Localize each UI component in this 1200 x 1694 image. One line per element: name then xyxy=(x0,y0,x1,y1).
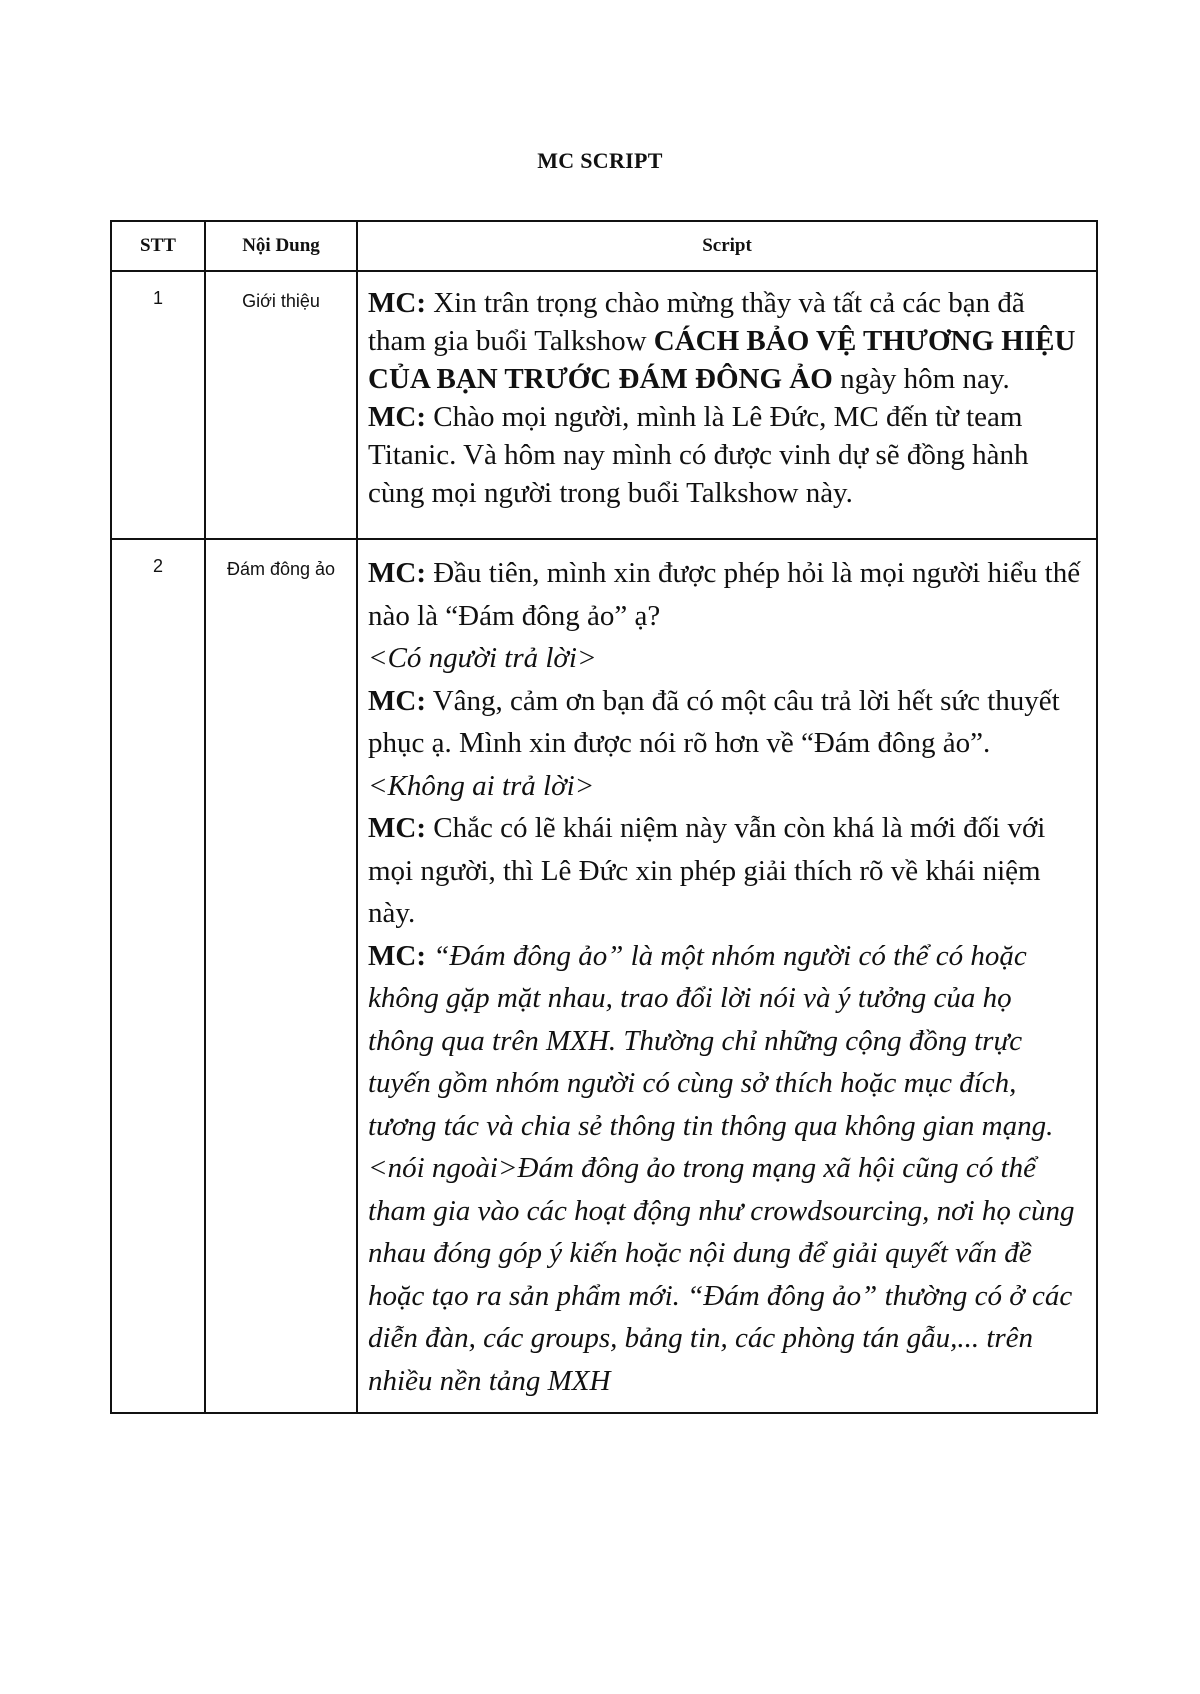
script-paragraph: MC: Xin trân trọng chào mừng thầy và tất cả các bạn đã tham gia buổi Talkshow CÁCH BẢO VỆ THƯƠNG HIỆU CỦA BẠN TRƯỚC ĐÁM ĐÔNG ẢO ngày hôm nay. xyxy=(368,287,1076,395)
row-topic: Đám đông ảo xyxy=(205,539,357,1413)
table-header-row xyxy=(111,221,1097,271)
header-content: Nội Dung xyxy=(205,221,357,271)
table-row xyxy=(111,539,1097,1413)
side-note: <nói ngoài>Đám đông ảo trong mạng xã hội cũng có thể tham gia vào các hoạt động như crowdsourcing, nơi họ cùng nhau đóng góp ý kiến hoặc nội dung để giải quyết vấn đề hoặc tạo ra sản phẩm mới. “Đám đông ảo” thường có ở các diễn đàn, các groups, bảng tin, các phòng tán gẫu,... trên nhiều nền tảng MXH xyxy=(368,1152,1075,1397)
script-paragraph: MC: Đầu tiên, mình xin được phép hỏi là mọi người hiểu thế nào là “Đám đông ảo” ạ? xyxy=(368,557,1081,632)
header-stt: STT xyxy=(111,221,205,271)
row-script xyxy=(357,539,1097,1413)
row-number: 1 xyxy=(111,271,205,539)
stage-direction: <Không ai trả lời> xyxy=(368,769,595,802)
speaker-label: MC: xyxy=(368,939,426,972)
row-topic: Giới thiệu xyxy=(205,271,357,539)
page-title: MC SCRIPT xyxy=(537,148,663,173)
script-paragraph xyxy=(368,935,1084,1148)
speaker-label: MC: xyxy=(368,557,426,589)
talkshow-title: CÁCH BẢO VỆ THƯƠNG HIỆU CỦA BẠN TRƯỚC ĐÁM ĐÔNG ẢO xyxy=(368,325,1076,395)
script-paragraph: MC: Chắc có lẽ khái niệm này vẫn còn khá là mới đối với mọi người, thì Lê Đức xin phép giải thích rõ về khái niệm này. xyxy=(368,812,1046,929)
script-paragraph: MC: Vâng, cảm ơn bạn đã có một câu trả lời hết sức thuyết phục ạ. Mình xin được nói rõ hơn về “Đám đông ảo”. xyxy=(368,684,1060,759)
speaker-label: MC: xyxy=(368,401,426,433)
table-row xyxy=(111,271,1097,539)
speaker-label: MC: xyxy=(368,287,426,319)
row-script xyxy=(357,271,1097,539)
speaker-label: MC: xyxy=(368,812,426,844)
script-paragraph: MC: Chào mọi người, mình là Lê Đức, MC đến từ team Titanic. Và hôm nay mình có được vinh dự sẽ đồng hành cùng mọi người trong buổi Talkshow này. xyxy=(368,401,1029,509)
stage-direction: <Có người trả lời> xyxy=(368,642,597,674)
header-script: Script xyxy=(357,221,1097,271)
definition-text: “Đám đông ảo” là một nhóm người có thể có hoặc không gặp mặt nhau, trao đổi lời nói và ý tưởng của họ thông qua trên MXH. Thường chỉ những cộng đồng trực tuyến gồm nhóm người có cùng sở thích hoặc mục đích, tương tác và chia sẻ thông tin thông qua không gian mạng. xyxy=(368,939,1054,1142)
row-number: 2 xyxy=(111,539,205,1413)
speaker-label: MC: xyxy=(368,684,426,717)
script-table xyxy=(110,220,1098,1414)
